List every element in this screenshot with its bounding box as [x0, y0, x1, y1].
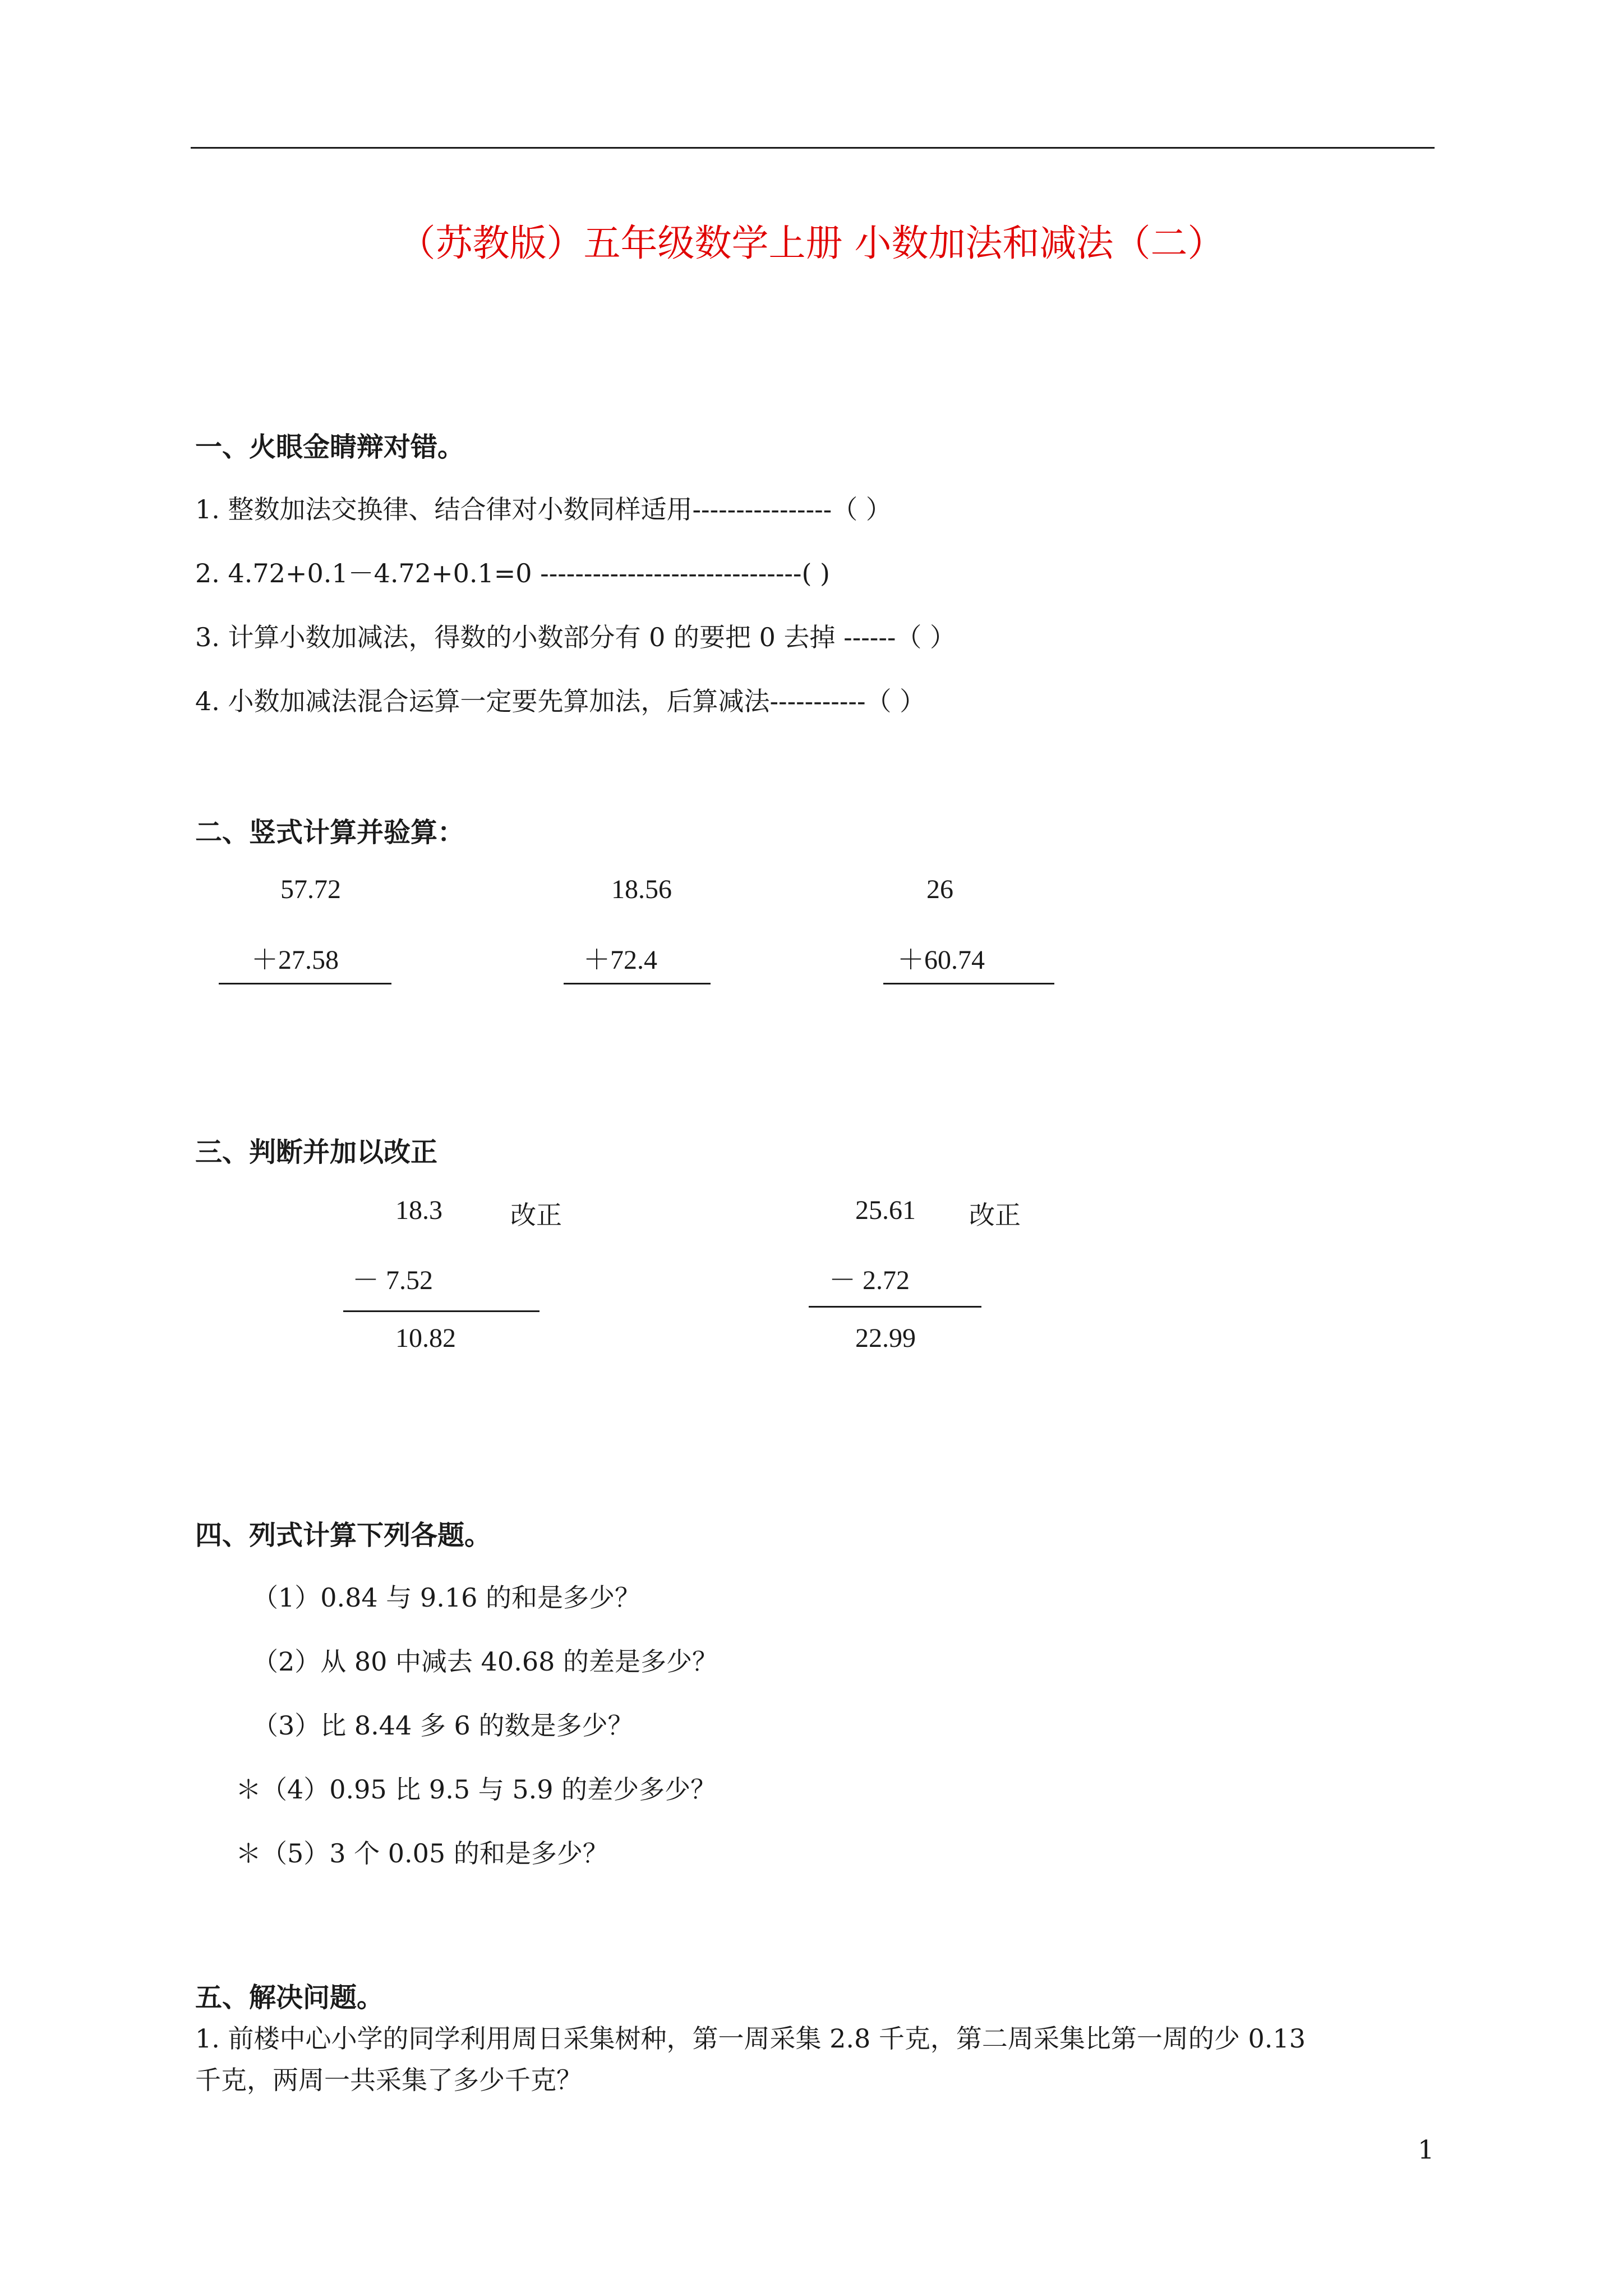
s1-item-4: 4. 小数加减法混合运算一定要先算加法，后算减法-----------（ ）	[195, 686, 926, 716]
s3-problem-1-rule	[343, 1310, 540, 1312]
section-4-heading: 四、列式计算下列各题。	[195, 1520, 492, 1551]
s4-item-2: （2）从 80 中减去 40.68 的差是多少？	[252, 1646, 718, 1677]
section-3-heading: 三、判断并加以改正	[195, 1137, 438, 1168]
s3-problem-2-rule	[809, 1306, 981, 1308]
section-1-heading: 一、火眼金睛辩对错。	[195, 431, 465, 463]
section-2-heading: 二、竖式计算并验算：	[195, 817, 465, 848]
s2-problem-1-rule	[219, 983, 391, 984]
s5-problem-line-2: 千克，两周一共采集了多少千克？	[195, 2065, 582, 2095]
s1-item-2: 2. 4.72+0.1－4.72+0.1=0 ------------------------------( )	[195, 558, 830, 588]
s1-item-1: 1. 整数加法交换律、结合律对小数同样适用----------------（ ）	[195, 494, 892, 524]
section-5-heading: 五、解决问题。	[195, 1982, 384, 2013]
page-number: 1	[1418, 2134, 1435, 2165]
s4-item-1: （1）0.84 与 9.16 的和是多少？	[252, 1582, 640, 1613]
page-title: （苏教版）五年级数学上册 小数加法和减法（二）	[398, 222, 1225, 265]
s2-problem-2-bottom: ＋72.4	[583, 945, 658, 975]
s3-problem-2-result: 22.99	[855, 1323, 916, 1353]
s3-problem-2-top: 25.61	[855, 1195, 916, 1225]
s2-problem-3-bottom: ＋60.74	[897, 945, 985, 975]
s1-item-3: 3. 计算小数加减法，得数的小数部分有 0 的要把 0 去掉 ------（ ）	[195, 622, 956, 652]
s2-problem-3-top: 26	[926, 875, 953, 904]
s3-problem-2-bottom: － 2.72	[829, 1266, 910, 1295]
s2-problem-2-top: 18.56	[611, 875, 672, 904]
header-rule	[191, 147, 1435, 149]
s2-problem-1-top: 57.72	[280, 875, 341, 904]
s3-problem-1-result: 10.82	[395, 1323, 456, 1353]
s2-problem-3-rule	[883, 983, 1054, 984]
s4-item-3: （3）比 8.44 多 6 的数是多少？	[252, 1710, 634, 1741]
s3-problem-1-bottom: － 7.52	[352, 1266, 434, 1295]
s3-problem-2-correct-label: 改正	[969, 1200, 1021, 1230]
s2-problem-2-rule	[564, 983, 711, 984]
s5-problem-line-1: 1. 前楼中心小学的同学利用周日采集树种，第一周采集 2.8 千克，第二周采集比第一周的少 0.13	[195, 2023, 1306, 2054]
s3-problem-1-correct-label: 改正	[510, 1200, 562, 1230]
s4-item-4: ＊（4）0.95 比 9.5 与 5.9 的差少多少？	[236, 1774, 717, 1805]
s4-item-5: ＊（5）3 个 0.05 的和是多少？	[236, 1838, 608, 1869]
s3-problem-1-top: 18.3	[395, 1195, 442, 1225]
s2-problem-1-bottom: ＋27.58	[251, 945, 339, 975]
